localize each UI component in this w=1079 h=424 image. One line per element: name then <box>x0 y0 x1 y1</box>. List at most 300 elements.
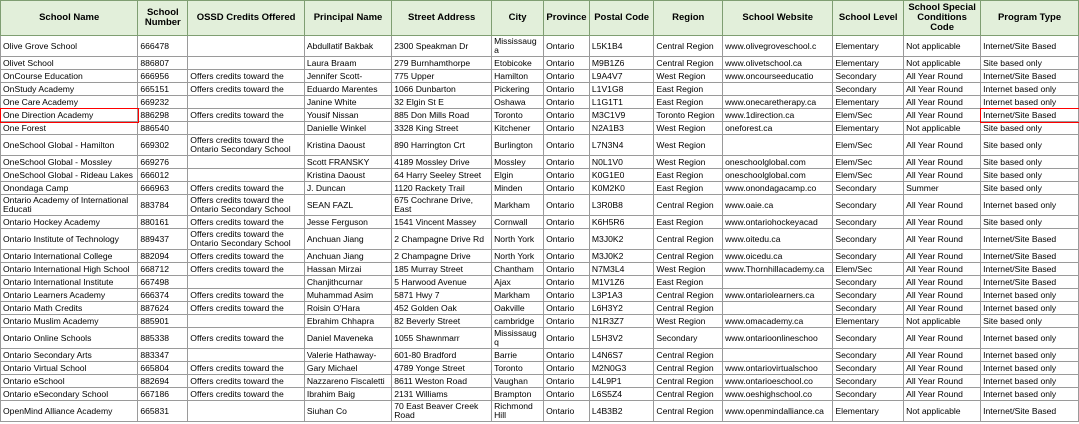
cell-r3-c4[interactable]: 1066 Dunbarton <box>392 83 492 96</box>
cell-r21-c2[interactable] <box>188 349 305 362</box>
cell-r6-c4[interactable]: 3328 King Street <box>392 122 492 135</box>
cell-r22-c0[interactable]: Ontario Virtual School <box>1 362 138 375</box>
cell-r24-c8[interactable]: Central Region <box>654 388 723 401</box>
cell-r20-c0[interactable]: Ontario Online Schools <box>1 328 138 349</box>
cell-r11-c8[interactable]: Central Region <box>654 195 723 216</box>
table-row[interactable] <box>1 302 1079 315</box>
cell-r5-c12[interactable]: Internet/Site Based <box>981 109 1079 122</box>
cell-r13-c6[interactable]: Ontario <box>544 229 590 250</box>
cell-r6-c11[interactable]: Not applicable <box>904 122 981 135</box>
cell-r10-c3[interactable]: J. Duncan <box>304 182 391 195</box>
cell-r9-c2[interactable] <box>188 169 305 182</box>
cell-r1-c10[interactable]: Elementary <box>833 57 904 70</box>
cell-r10-c0[interactable]: Onondaga Camp <box>1 182 138 195</box>
cell-r1-c4[interactable]: 279 Burnhamthorpe <box>392 57 492 70</box>
cell-r4-c1[interactable]: 669232 <box>138 96 188 109</box>
cell-r13-c3[interactable]: Anchuan Jiang <box>304 229 391 250</box>
cell-r4-c8[interactable]: East Region <box>654 96 723 109</box>
table-row[interactable] <box>1 169 1079 182</box>
cell-r21-c5[interactable]: Barrie <box>492 349 544 362</box>
cell-r23-c5[interactable]: Vaughan <box>492 375 544 388</box>
cell-r7-c6[interactable]: Ontario <box>544 135 590 156</box>
cell-r6-c7[interactable]: N2A1B3 <box>589 122 654 135</box>
cell-r15-c7[interactable]: N7M3L4 <box>589 263 654 276</box>
cell-r12-c8[interactable]: East Region <box>654 216 723 229</box>
cell-r3-c10[interactable]: Secondary <box>833 83 904 96</box>
cell-r10-c8[interactable]: East Region <box>654 182 723 195</box>
cell-r0-c3[interactable]: Abdullatif Bakbak <box>304 36 391 57</box>
cell-r15-c9[interactable]: www.Thornhillacademy.ca <box>723 263 833 276</box>
cell-r10-c7[interactable]: K0M2K0 <box>589 182 654 195</box>
table-row[interactable] <box>1 328 1079 349</box>
cell-r8-c0[interactable]: OneSchool Global - Mossley <box>1 156 138 169</box>
cell-r4-c0[interactable]: One Care Academy <box>1 96 138 109</box>
cell-r12-c9[interactable]: www.ontariohockeyacad <box>723 216 833 229</box>
table-row[interactable] <box>1 156 1079 169</box>
cell-r4-c7[interactable]: L1G1T1 <box>589 96 654 109</box>
cell-r19-c9[interactable]: www.omacademy.ca <box>723 315 833 328</box>
cell-r8-c3[interactable]: Scott FRANSKY <box>304 156 391 169</box>
cell-r16-c12[interactable]: Internet/Site Based <box>981 276 1079 289</box>
cell-r20-c12[interactable]: Internet based only <box>981 328 1079 349</box>
table-row[interactable] <box>1 182 1079 195</box>
table-row[interactable] <box>1 229 1079 250</box>
cell-r18-c6[interactable]: Ontario <box>544 302 590 315</box>
cell-r18-c2[interactable]: Offers credits toward the <box>188 302 305 315</box>
table-row[interactable] <box>1 135 1079 156</box>
cell-r3-c11[interactable]: All Year Round <box>904 83 981 96</box>
cell-r14-c5[interactable]: North York <box>492 250 544 263</box>
cell-r0-c10[interactable]: Elementary <box>833 36 904 57</box>
cell-r14-c9[interactable]: www.oicedu.ca <box>723 250 833 263</box>
cell-r11-c11[interactable]: All Year Round <box>904 195 981 216</box>
cell-r2-c7[interactable]: L9A4V7 <box>589 70 654 83</box>
cell-r13-c0[interactable]: Ontario Institute of Technology <box>1 229 138 250</box>
cell-r1-c7[interactable]: M9B1Z6 <box>589 57 654 70</box>
cell-r5-c9[interactable]: www.1direction.ca <box>723 109 833 122</box>
cell-r19-c4[interactable]: 82 Beverly Street <box>392 315 492 328</box>
cell-r16-c8[interactable]: East Region <box>654 276 723 289</box>
cell-r24-c0[interactable]: Ontario eSecondary School <box>1 388 138 401</box>
cell-r9-c8[interactable]: East Region <box>654 169 723 182</box>
cell-r5-c8[interactable]: Toronto Region <box>654 109 723 122</box>
cell-r24-c3[interactable]: Ibrahim Baig <box>304 388 391 401</box>
cell-r9-c11[interactable]: All Year Round <box>904 169 981 182</box>
table-row[interactable] <box>1 276 1079 289</box>
cell-r15-c11[interactable]: All Year Round <box>904 263 981 276</box>
column-header-8[interactable]: Region <box>654 1 723 36</box>
cell-r23-c11[interactable]: All Year Round <box>904 375 981 388</box>
cell-r8-c12[interactable]: Site based only <box>981 156 1079 169</box>
cell-r17-c6[interactable]: Ontario <box>544 289 590 302</box>
cell-r21-c6[interactable]: Ontario <box>544 349 590 362</box>
cell-r18-c3[interactable]: Roisin O'Hara <box>304 302 391 315</box>
cell-r18-c0[interactable]: Ontario Math Credits <box>1 302 138 315</box>
cell-r23-c9[interactable]: www.ontarioeschool.co <box>723 375 833 388</box>
cell-r5-c4[interactable]: 885 Don Mills Road <box>392 109 492 122</box>
cell-r15-c10[interactable]: Elem/Sec <box>833 263 904 276</box>
cell-r14-c2[interactable]: Offers credits toward the <box>188 250 305 263</box>
cell-r3-c5[interactable]: Pickering <box>492 83 544 96</box>
cell-r23-c0[interactable]: Ontario eSchool <box>1 375 138 388</box>
cell-r7-c8[interactable]: West Region <box>654 135 723 156</box>
cell-r22-c6[interactable]: Ontario <box>544 362 590 375</box>
cell-r24-c11[interactable]: All Year Round <box>904 388 981 401</box>
cell-r11-c5[interactable]: Markham <box>492 195 544 216</box>
cell-r14-c0[interactable]: Ontario International College <box>1 250 138 263</box>
cell-r10-c1[interactable]: 666963 <box>138 182 188 195</box>
cell-r19-c0[interactable]: Ontario Muslim Academy <box>1 315 138 328</box>
cell-r8-c9[interactable]: oneschoolglobal.com <box>723 156 833 169</box>
table-row[interactable] <box>1 250 1079 263</box>
cell-r1-c8[interactable]: Central Region <box>654 57 723 70</box>
cell-r14-c12[interactable]: Internet/Site Based <box>981 250 1079 263</box>
cell-r19-c8[interactable]: West Region <box>654 315 723 328</box>
cell-r22-c7[interactable]: M2N0G3 <box>589 362 654 375</box>
cell-r20-c7[interactable]: L5H3V2 <box>589 328 654 349</box>
cell-r7-c9[interactable] <box>723 135 833 156</box>
cell-r25-c2[interactable] <box>188 401 305 422</box>
cell-r4-c12[interactable]: Internet based only <box>981 96 1079 109</box>
cell-r2-c11[interactable]: All Year Round <box>904 70 981 83</box>
cell-r20-c10[interactable]: Secondary <box>833 328 904 349</box>
cell-r25-c9[interactable]: www.openmindalliance.ca <box>723 401 833 422</box>
cell-r13-c12[interactable]: Internet/Site Based <box>981 229 1079 250</box>
cell-r17-c10[interactable]: Secondary <box>833 289 904 302</box>
cell-r6-c5[interactable]: Kitchener <box>492 122 544 135</box>
cell-r12-c6[interactable]: Ontario <box>544 216 590 229</box>
cell-r12-c5[interactable]: Cornwall <box>492 216 544 229</box>
cell-r15-c1[interactable]: 668712 <box>138 263 188 276</box>
column-header-2[interactable]: OSSD Credits Offered <box>188 1 305 36</box>
cell-r5-c6[interactable]: Ontario <box>544 109 590 122</box>
cell-r16-c7[interactable]: M1V1Z6 <box>589 276 654 289</box>
cell-r8-c5[interactable]: Mossley <box>492 156 544 169</box>
cell-r14-c7[interactable]: M3J0K2 <box>589 250 654 263</box>
cell-r21-c10[interactable]: Secondary <box>833 349 904 362</box>
cell-r11-c7[interactable]: L3R0B8 <box>589 195 654 216</box>
cell-r22-c1[interactable]: 665804 <box>138 362 188 375</box>
cell-r18-c1[interactable]: 887624 <box>138 302 188 315</box>
cell-r6-c1[interactable]: 886540 <box>138 122 188 135</box>
cell-r15-c5[interactable]: Chantham <box>492 263 544 276</box>
cell-r23-c8[interactable]: Central Region <box>654 375 723 388</box>
cell-r15-c12[interactable]: Internet/Site Based <box>981 263 1079 276</box>
cell-r25-c5[interactable]: Richmond Hill <box>492 401 544 422</box>
cell-r1-c0[interactable]: Olivet School <box>1 57 138 70</box>
cell-r22-c12[interactable]: Internet based only <box>981 362 1079 375</box>
cell-r0-c11[interactable]: Not applicable <box>904 36 981 57</box>
cell-r18-c12[interactable]: Internet based only <box>981 302 1079 315</box>
cell-r4-c2[interactable] <box>188 96 305 109</box>
cell-r3-c7[interactable]: L1V1G8 <box>589 83 654 96</box>
cell-r21-c1[interactable]: 883347 <box>138 349 188 362</box>
cell-r9-c12[interactable]: Site based only <box>981 169 1079 182</box>
cell-r18-c11[interactable]: All Year Round <box>904 302 981 315</box>
cell-r5-c11[interactable]: All Year Round <box>904 109 981 122</box>
cell-r2-c5[interactable]: Hamilton <box>492 70 544 83</box>
cell-r19-c2[interactable] <box>188 315 305 328</box>
table-row[interactable] <box>1 388 1079 401</box>
cell-r11-c3[interactable]: SEAN FAZL <box>304 195 391 216</box>
cell-r16-c4[interactable]: 5 Harwood Avenue <box>392 276 492 289</box>
cell-r4-c4[interactable]: 32 Elgin St E <box>392 96 492 109</box>
cell-r15-c0[interactable]: Ontario International High School <box>1 263 138 276</box>
cell-r12-c2[interactable]: Offers credits toward the <box>188 216 305 229</box>
cell-r25-c4[interactable]: 70 East Beaver Creek Road <box>392 401 492 422</box>
table-row[interactable] <box>1 195 1079 216</box>
cell-r2-c9[interactable]: www.oncourseeducatio <box>723 70 833 83</box>
cell-r8-c11[interactable]: All Year Round <box>904 156 981 169</box>
cell-r1-c9[interactable]: www.olivetschool.ca <box>723 57 833 70</box>
cell-r23-c4[interactable]: 8611 Weston Road <box>392 375 492 388</box>
cell-r24-c12[interactable]: Internet based only <box>981 388 1079 401</box>
cell-r4-c9[interactable]: www.onecaretherapy.ca <box>723 96 833 109</box>
cell-r5-c3[interactable]: Yousif Nissan <box>304 109 391 122</box>
table-row[interactable] <box>1 401 1079 422</box>
cell-r25-c10[interactable]: Elementary <box>833 401 904 422</box>
cell-r21-c7[interactable]: L4N6S7 <box>589 349 654 362</box>
column-header-0[interactable]: School Name <box>1 1 138 36</box>
cell-r12-c10[interactable]: Secondary <box>833 216 904 229</box>
cell-r8-c4[interactable]: 4189 Mossley Drive <box>392 156 492 169</box>
cell-r5-c2[interactable]: Offers credits toward the <box>188 109 305 122</box>
cell-r1-c11[interactable]: Not applicable <box>904 57 981 70</box>
cell-r7-c5[interactable]: Burlington <box>492 135 544 156</box>
cell-r6-c12[interactable]: Site based only <box>981 122 1079 135</box>
cell-r18-c7[interactable]: L6H3Y2 <box>589 302 654 315</box>
cell-r0-c12[interactable]: Internet/Site Based <box>981 36 1079 57</box>
cell-r22-c5[interactable]: Toronto <box>492 362 544 375</box>
cell-r5-c7[interactable]: M3C1V9 <box>589 109 654 122</box>
cell-r14-c3[interactable]: Anchuan Jiang <box>304 250 391 263</box>
cell-r2-c1[interactable]: 666956 <box>138 70 188 83</box>
cell-r0-c9[interactable]: www.olivegroveschool.c <box>723 36 833 57</box>
cell-r17-c9[interactable]: www.ontariolearners.ca <box>723 289 833 302</box>
cell-r12-c1[interactable]: 880161 <box>138 216 188 229</box>
cell-r10-c9[interactable]: www.onondagacamp.co <box>723 182 833 195</box>
cell-r10-c2[interactable]: Offers credits toward the <box>188 182 305 195</box>
cell-r22-c9[interactable]: www.ontariovirtualschoo <box>723 362 833 375</box>
cell-r3-c12[interactable]: Internet based only <box>981 83 1079 96</box>
cell-r14-c8[interactable]: Central Region <box>654 250 723 263</box>
cell-r21-c0[interactable]: Ontario Secondary Arts <box>1 349 138 362</box>
cell-r2-c8[interactable]: West Region <box>654 70 723 83</box>
cell-r9-c4[interactable]: 64 Harry Seeley Street <box>392 169 492 182</box>
cell-r19-c6[interactable]: Ontario <box>544 315 590 328</box>
cell-r17-c11[interactable]: All Year Round <box>904 289 981 302</box>
cell-r6-c8[interactable]: West Region <box>654 122 723 135</box>
cell-r2-c10[interactable]: Secondary <box>833 70 904 83</box>
cell-r17-c3[interactable]: Muhammad Asim <box>304 289 391 302</box>
cell-r14-c4[interactable]: 2 Champagne Drive <box>392 250 492 263</box>
cell-r19-c7[interactable]: N1R3Z7 <box>589 315 654 328</box>
cell-r15-c3[interactable]: Hassan Mirzai <box>304 263 391 276</box>
cell-r3-c8[interactable]: East Region <box>654 83 723 96</box>
cell-r9-c10[interactable]: Elem/Sec <box>833 169 904 182</box>
cell-r18-c8[interactable]: Central Region <box>654 302 723 315</box>
cell-r21-c4[interactable]: 601-80 Bradford <box>392 349 492 362</box>
cell-r6-c9[interactable]: oneforest.ca <box>723 122 833 135</box>
cell-r20-c4[interactable]: 1055 Shawnmarr <box>392 328 492 349</box>
cell-r13-c8[interactable]: Central Region <box>654 229 723 250</box>
cell-r19-c11[interactable]: Not applicable <box>904 315 981 328</box>
cell-r2-c3[interactable]: Jennifer Scott- <box>304 70 391 83</box>
table-row[interactable] <box>1 96 1079 109</box>
cell-r20-c2[interactable]: Offers credits toward the <box>188 328 305 349</box>
cell-r21-c11[interactable]: All Year Round <box>904 349 981 362</box>
cell-r20-c11[interactable]: All Year Round <box>904 328 981 349</box>
table-row[interactable] <box>1 289 1079 302</box>
cell-r16-c10[interactable]: Secondary <box>833 276 904 289</box>
cell-r16-c3[interactable]: Chanjithcurnar <box>304 276 391 289</box>
cell-r25-c7[interactable]: L4B3B2 <box>589 401 654 422</box>
cell-r22-c2[interactable]: Offers credits toward the <box>188 362 305 375</box>
cell-r13-c2[interactable]: Offers credits toward the Ontario Secondary School <box>188 229 305 250</box>
cell-r11-c10[interactable]: Secondary <box>833 195 904 216</box>
cell-r16-c6[interactable]: Ontario <box>544 276 590 289</box>
cell-r18-c9[interactable] <box>723 302 833 315</box>
cell-r2-c0[interactable]: OnCourse Education <box>1 70 138 83</box>
cell-r0-c6[interactable]: Ontario <box>544 36 590 57</box>
cell-r16-c11[interactable]: All Year Round <box>904 276 981 289</box>
cell-r19-c1[interactable]: 885901 <box>138 315 188 328</box>
table-row[interactable] <box>1 315 1079 328</box>
cell-r10-c6[interactable]: Ontario <box>544 182 590 195</box>
cell-r3-c9[interactable] <box>723 83 833 96</box>
cell-r21-c12[interactable]: Internet based only <box>981 349 1079 362</box>
cell-r15-c2[interactable]: Offers credits toward the <box>188 263 305 276</box>
column-header-4[interactable]: Street Address <box>392 1 492 36</box>
cell-r7-c7[interactable]: L7N3N4 <box>589 135 654 156</box>
cell-r24-c2[interactable]: Offers credits toward the <box>188 388 305 401</box>
cell-r21-c8[interactable]: Central Region <box>654 349 723 362</box>
table-row[interactable] <box>1 57 1079 70</box>
cell-r4-c6[interactable]: Ontario <box>544 96 590 109</box>
cell-r3-c6[interactable]: Ontario <box>544 83 590 96</box>
cell-r9-c9[interactable]: oneschoolglobal.com <box>723 169 833 182</box>
cell-r14-c11[interactable]: All Year Round <box>904 250 981 263</box>
cell-r25-c1[interactable]: 665831 <box>138 401 188 422</box>
cell-r12-c4[interactable]: 1541 Vincent Massey <box>392 216 492 229</box>
cell-r15-c8[interactable]: West Region <box>654 263 723 276</box>
cell-r4-c10[interactable]: Elementary <box>833 96 904 109</box>
cell-r17-c4[interactable]: 5871 Hwy 7 <box>392 289 492 302</box>
cell-r1-c1[interactable]: 886807 <box>138 57 188 70</box>
cell-r11-c1[interactable]: 883784 <box>138 195 188 216</box>
column-header-7[interactable]: Postal Code <box>589 1 654 36</box>
cell-r24-c5[interactable]: Brampton <box>492 388 544 401</box>
cell-r13-c5[interactable]: North York <box>492 229 544 250</box>
cell-r25-c11[interactable]: Not applicable <box>904 401 981 422</box>
cell-r23-c12[interactable]: Internet based only <box>981 375 1079 388</box>
cell-r25-c0[interactable]: OpenMind Alliance Academy <box>1 401 138 422</box>
cell-r9-c1[interactable]: 666012 <box>138 169 188 182</box>
cell-r6-c3[interactable]: Danielle Winkel <box>304 122 391 135</box>
cell-r23-c7[interactable]: L4L9P1 <box>589 375 654 388</box>
cell-r8-c1[interactable]: 669276 <box>138 156 188 169</box>
cell-r14-c1[interactable]: 882094 <box>138 250 188 263</box>
cell-r8-c8[interactable]: West Region <box>654 156 723 169</box>
cell-r20-c8[interactable]: Secondary <box>654 328 723 349</box>
cell-r0-c1[interactable]: 666478 <box>138 36 188 57</box>
cell-r20-c9[interactable]: www.ontarioonlineschoo <box>723 328 833 349</box>
cell-r24-c10[interactable]: Secondary <box>833 388 904 401</box>
cell-r17-c8[interactable]: Central Region <box>654 289 723 302</box>
cell-r23-c6[interactable]: Ontario <box>544 375 590 388</box>
cell-r7-c11[interactable]: All Year Round <box>904 135 981 156</box>
cell-r18-c4[interactable]: 452 Golden Oak <box>392 302 492 315</box>
cell-r0-c7[interactable]: L5K1B4 <box>589 36 654 57</box>
cell-r8-c7[interactable]: N0L1V0 <box>589 156 654 169</box>
cell-r25-c6[interactable]: Ontario <box>544 401 590 422</box>
cell-r1-c5[interactable]: Etobicoke <box>492 57 544 70</box>
cell-r13-c9[interactable]: www.oitedu.ca <box>723 229 833 250</box>
cell-r12-c3[interactable]: Jesse Ferguson <box>304 216 391 229</box>
cell-r3-c2[interactable]: Offers credits toward the <box>188 83 305 96</box>
cell-r8-c6[interactable]: Ontario <box>544 156 590 169</box>
cell-r14-c10[interactable]: Secondary <box>833 250 904 263</box>
cell-r19-c5[interactable]: cambridge <box>492 315 544 328</box>
cell-r13-c11[interactable]: All Year Round <box>904 229 981 250</box>
cell-r13-c4[interactable]: 2 Champagne Drive Rd <box>392 229 492 250</box>
cell-r6-c2[interactable] <box>188 122 305 135</box>
cell-r11-c2[interactable]: Offers credits toward the Ontario Secondary School <box>188 195 305 216</box>
cell-r9-c5[interactable]: Elgin <box>492 169 544 182</box>
table-row[interactable] <box>1 36 1079 57</box>
cell-r0-c2[interactable] <box>188 36 305 57</box>
cell-r13-c10[interactable]: Secondary <box>833 229 904 250</box>
cell-r10-c11[interactable]: Summer <box>904 182 981 195</box>
cell-r15-c4[interactable]: 185 Murray Street <box>392 263 492 276</box>
cell-r20-c5[interactable]: Mississaugq <box>492 328 544 349</box>
table-row[interactable] <box>1 362 1079 375</box>
column-header-3[interactable]: Principal Name <box>304 1 391 36</box>
cell-r11-c4[interactable]: 675 Cochrane Drive, East <box>392 195 492 216</box>
cell-r7-c3[interactable]: Kristina Daoust <box>304 135 391 156</box>
cell-r24-c7[interactable]: L6S5Z4 <box>589 388 654 401</box>
cell-r4-c5[interactable]: Oshawa <box>492 96 544 109</box>
column-header-5[interactable]: City <box>492 1 544 36</box>
cell-r9-c7[interactable]: K0G1E0 <box>589 169 654 182</box>
cell-r19-c10[interactable]: Elementary <box>833 315 904 328</box>
cell-r6-c10[interactable]: Elementary <box>833 122 904 135</box>
cell-r5-c0[interactable]: One Direction Academy <box>1 109 138 122</box>
cell-r22-c10[interactable]: Secondary <box>833 362 904 375</box>
table-row[interactable] <box>1 375 1079 388</box>
cell-r2-c4[interactable]: 775 Upper <box>392 70 492 83</box>
cell-r12-c12[interactable]: Site based only <box>981 216 1079 229</box>
cell-r13-c1[interactable]: 889437 <box>138 229 188 250</box>
cell-r10-c4[interactable]: 1120 Rackety Trail <box>392 182 492 195</box>
column-header-11[interactable]: School Special Conditions Code <box>904 1 981 36</box>
cell-r17-c12[interactable]: Internet based only <box>981 289 1079 302</box>
cell-r1-c12[interactable]: Site based only <box>981 57 1079 70</box>
cell-r5-c1[interactable]: 886298 <box>138 109 188 122</box>
cell-r5-c10[interactable]: Elem/Sec <box>833 109 904 122</box>
cell-r18-c10[interactable]: Secondary <box>833 302 904 315</box>
cell-r5-c5[interactable]: Toronto <box>492 109 544 122</box>
cell-r22-c3[interactable]: Gary Michael <box>304 362 391 375</box>
cell-r3-c0[interactable]: OnStudy Academy <box>1 83 138 96</box>
table-row[interactable] <box>1 70 1079 83</box>
cell-r17-c1[interactable]: 666374 <box>138 289 188 302</box>
cell-r25-c8[interactable]: Central Region <box>654 401 723 422</box>
cell-r20-c6[interactable]: Ontario <box>544 328 590 349</box>
cell-r2-c2[interactable]: Offers credits toward the <box>188 70 305 83</box>
cell-r12-c7[interactable]: K6H5R6 <box>589 216 654 229</box>
cell-r0-c5[interactable]: Mississauga <box>492 36 544 57</box>
